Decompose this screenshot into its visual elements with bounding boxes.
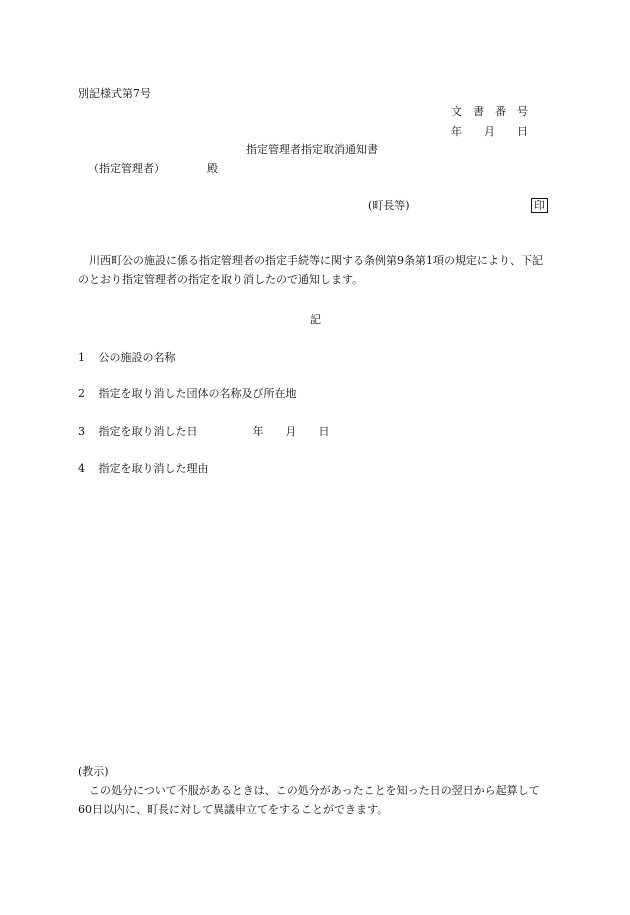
item-text: 指定を取り消した日 年 月 日 (98, 425, 330, 438)
item-number: 2 (78, 387, 85, 400)
list-item (78, 388, 297, 399)
item-text: 指定を取り消した理由 (98, 462, 209, 475)
list-item (78, 426, 330, 437)
form-number: 別記様式第7号 (78, 87, 151, 100)
list-item (78, 352, 176, 363)
item-number: 3 (78, 425, 85, 438)
recipient-label: （指定管理者） (88, 162, 165, 175)
seal-mark (531, 198, 548, 213)
kyoji-paragraph: この処分について不服があるときは、この処分があったことを知った日の翌日から起算して60日以内に、町長に対して異議申立てをすることができます。 (78, 784, 540, 816)
item-number: 1 (78, 351, 85, 364)
item-text: 公の施設の名称 (98, 351, 176, 364)
seal-text: 印 (531, 198, 548, 213)
kyoji-label: (教示) (78, 765, 109, 778)
ki-label: 記 (310, 313, 321, 326)
body-paragraph: 川西町公の施設に係る指定管理者の指定手続等に関する条例第9条第1項の規定により、下記のとおり指定管理者の指定を取り消したので通知します。 (78, 254, 543, 286)
item-number: 4 (78, 462, 85, 475)
sender-label: (町長等) (368, 199, 410, 212)
document-title: 指定管理者指定取消通知書 (246, 143, 378, 156)
item-text: 指定を取り消した団体の名称及び所在地 (98, 387, 297, 400)
honorific: 殿 (207, 162, 218, 175)
date-label: 年 月 日 (451, 125, 528, 138)
list-item (78, 463, 209, 474)
document-number-label: 文 書 番 号 (451, 105, 528, 118)
